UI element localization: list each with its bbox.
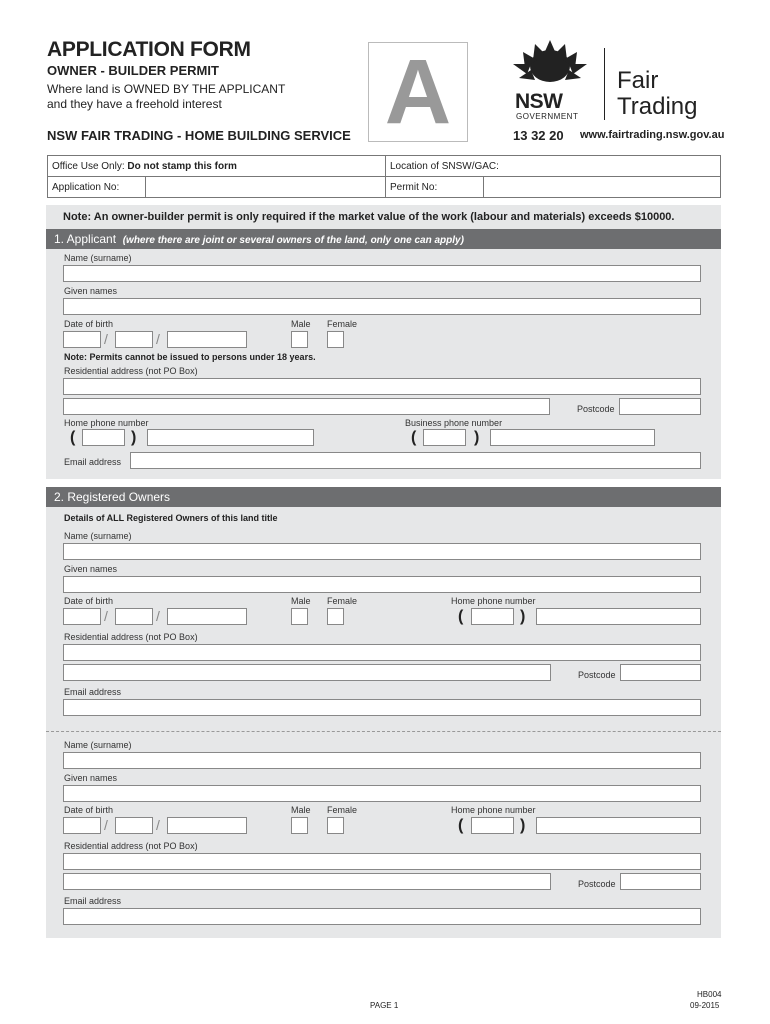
applicant-home-phone-label: Home phone number bbox=[64, 418, 149, 428]
owner1-postcode-label: Postcode bbox=[578, 670, 616, 680]
paren-close: ) bbox=[520, 817, 526, 834]
owner-separator bbox=[46, 731, 721, 732]
applicant-address-line-2[interactable] bbox=[63, 398, 550, 415]
dob-separator: / bbox=[156, 608, 160, 624]
applicant-home-area-code[interactable] bbox=[82, 429, 125, 446]
applicant-female-label: Female bbox=[327, 319, 358, 329]
applicant-dob-day[interactable] bbox=[63, 331, 101, 348]
section-1-title: 1. Applicant bbox=[54, 232, 117, 246]
owner1-female-checkbox[interactable] bbox=[327, 608, 344, 625]
owner1-postcode-field[interactable] bbox=[620, 664, 701, 681]
applicant-postcode-field[interactable] bbox=[619, 398, 701, 415]
permit-no-label-cell bbox=[386, 177, 484, 198]
form-subtitle: OWNER - BUILDER PERMIT bbox=[47, 63, 219, 78]
applicant-postcode-label: Postcode bbox=[577, 404, 615, 414]
owner2-home-phone-label: Home phone number bbox=[451, 805, 536, 815]
applicant-dob-label: Date of birth bbox=[64, 319, 114, 329]
location-cell[interactable] bbox=[386, 156, 721, 177]
applicant-business-phone-field[interactable] bbox=[490, 429, 655, 446]
applicant-business-phone-label: Business phone number bbox=[405, 418, 503, 428]
owner1-home-phone-label: Home phone number bbox=[451, 596, 536, 606]
applicant-surname-label: Name (surname) bbox=[64, 253, 132, 263]
applicant-email-label: Email address bbox=[64, 457, 122, 467]
owner2-surname-label: Name (surname) bbox=[64, 740, 132, 750]
owner1-female-label: Female bbox=[327, 596, 358, 606]
owner1-given-label: Given names bbox=[64, 564, 118, 574]
logo-government: GOVERNMENT bbox=[516, 112, 579, 121]
owner1-male-checkbox[interactable] bbox=[291, 608, 308, 625]
owner1-dob-day[interactable] bbox=[63, 608, 101, 625]
paren-open: ( bbox=[411, 429, 417, 446]
dob-separator: / bbox=[104, 331, 108, 347]
office-use-cell bbox=[48, 156, 386, 177]
service-name: NSW FAIR TRADING - HOME BUILDING SERVICE bbox=[47, 128, 351, 143]
owner2-postcode-field[interactable] bbox=[620, 873, 701, 890]
section-2-title: 2. Registered Owners bbox=[54, 490, 171, 504]
owner1-dob-month[interactable] bbox=[115, 608, 153, 625]
owner1-surname-label: Name (surname) bbox=[64, 531, 132, 541]
logo-fair-trading bbox=[617, 68, 697, 120]
dob-separator: / bbox=[156, 331, 160, 347]
owner1-dob-label: Date of birth bbox=[64, 596, 114, 606]
owner2-email-field[interactable] bbox=[63, 908, 701, 925]
applicant-female-checkbox[interactable] bbox=[327, 331, 344, 348]
owner1-home-phone-field[interactable] bbox=[536, 608, 701, 625]
website-link[interactable]: www.fairtrading.nsw.gov.au bbox=[580, 129, 725, 141]
owner2-dob-day[interactable] bbox=[63, 817, 101, 834]
dob-separator: / bbox=[156, 817, 160, 833]
form-letter-box: A bbox=[368, 42, 468, 142]
owner2-surname-field[interactable] bbox=[63, 752, 701, 769]
owner2-male-checkbox[interactable] bbox=[291, 817, 308, 834]
paren-open: ( bbox=[458, 608, 464, 625]
office-use-label: Office Use Only: bbox=[52, 160, 125, 172]
market-value-note: Note: An owner-builder permit is only required if the market value of the work (labour and materials) exceeds $10000. bbox=[63, 211, 675, 223]
paren-open: ( bbox=[70, 429, 76, 446]
owner1-address-line-2[interactable] bbox=[63, 664, 551, 681]
applicant-given-field[interactable] bbox=[63, 298, 701, 315]
owner1-email-field[interactable] bbox=[63, 699, 701, 716]
paren-close: ) bbox=[520, 608, 526, 625]
applicant-dob-month[interactable] bbox=[115, 331, 153, 348]
permit-no-field[interactable] bbox=[484, 177, 721, 198]
owner2-given-field[interactable] bbox=[63, 785, 701, 802]
dob-separator: / bbox=[104, 817, 108, 833]
owner2-address-label: Residential address (not PO Box) bbox=[64, 841, 198, 851]
owner1-home-area-code[interactable] bbox=[471, 608, 514, 625]
owner2-female-checkbox[interactable] bbox=[327, 817, 344, 834]
applicant-given-label: Given names bbox=[64, 286, 118, 296]
owner2-male-label: Male bbox=[291, 805, 311, 815]
applicant-email-field[interactable] bbox=[130, 452, 701, 469]
owner1-surname-field[interactable] bbox=[63, 543, 701, 560]
no-stamp-label: Do not stamp this form bbox=[127, 160, 237, 172]
owner2-dob-year[interactable] bbox=[167, 817, 247, 834]
desc-line-1: Where land is OWNED BY THE APPLICANT bbox=[47, 82, 286, 96]
owner2-home-phone-field[interactable] bbox=[536, 817, 701, 834]
owner1-email-label: Email address bbox=[64, 687, 122, 697]
office-use-table bbox=[47, 155, 721, 198]
section-1-header bbox=[46, 229, 721, 249]
owner2-address-line-2[interactable] bbox=[63, 873, 551, 890]
owner1-male-label: Male bbox=[291, 596, 311, 606]
owner2-dob-label: Date of birth bbox=[64, 805, 114, 815]
logo-fair: Fair bbox=[617, 67, 659, 94]
owner2-email-label: Email address bbox=[64, 896, 122, 906]
owner2-address-line-1[interactable] bbox=[63, 853, 701, 870]
applicant-male-checkbox[interactable] bbox=[291, 331, 308, 348]
desc-line-2: and they have a freehold interest bbox=[47, 97, 222, 111]
owner2-given-label: Given names bbox=[64, 773, 118, 783]
form-code: HB004 bbox=[697, 990, 722, 999]
owners-details-label: Details of ALL Registered Owners of this land title bbox=[64, 513, 278, 523]
application-no-label-cell bbox=[48, 177, 146, 198]
phone-number: 13 32 20 bbox=[513, 128, 564, 143]
logo-trading: Trading bbox=[617, 93, 698, 120]
age-note: Note: Permits cannot be issued to persons under 18 years. bbox=[64, 352, 316, 362]
owner1-address-label: Residential address (not PO Box) bbox=[64, 632, 198, 642]
owner1-dob-year[interactable] bbox=[167, 608, 247, 625]
waratah-logo-icon bbox=[505, 38, 595, 88]
form-description bbox=[47, 82, 307, 112]
application-no-label: Application No: bbox=[52, 181, 120, 193]
applicant-business-area-code[interactable] bbox=[423, 429, 466, 446]
form-date: 09-2015 bbox=[690, 1001, 720, 1010]
applicant-dob-year[interactable] bbox=[167, 331, 247, 348]
form-title: APPLICATION FORM bbox=[47, 38, 251, 61]
applicant-male-label: Male bbox=[291, 319, 311, 329]
section-1-note: (where there are joint or several owners of the land, only one can apply) bbox=[122, 235, 464, 246]
owner2-dob-month[interactable] bbox=[115, 817, 153, 834]
owner2-postcode-label: Postcode bbox=[578, 879, 616, 889]
paren-close: ) bbox=[131, 429, 137, 446]
applicant-home-phone-field[interactable] bbox=[147, 429, 314, 446]
paren-close: ) bbox=[474, 429, 480, 446]
owner1-given-field[interactable] bbox=[63, 576, 701, 593]
logo-divider bbox=[604, 48, 605, 120]
applicant-address-line-1[interactable] bbox=[63, 378, 701, 395]
logo-nsw: NSW bbox=[515, 90, 563, 113]
section-2-header bbox=[46, 487, 721, 507]
permit-no-label: Permit No: bbox=[390, 181, 438, 193]
location-label: Location of SNSW/GAC: bbox=[390, 160, 499, 172]
owner2-home-area-code[interactable] bbox=[471, 817, 514, 834]
applicant-address-label: Residential address (not PO Box) bbox=[64, 366, 198, 376]
paren-open: ( bbox=[458, 817, 464, 834]
owner1-address-line-1[interactable] bbox=[63, 644, 701, 661]
page-number: PAGE 1 bbox=[370, 1001, 399, 1010]
owner2-female-label: Female bbox=[327, 805, 358, 815]
application-no-field[interactable] bbox=[146, 177, 386, 198]
applicant-surname-field[interactable] bbox=[63, 265, 701, 282]
dob-separator: / bbox=[104, 608, 108, 624]
